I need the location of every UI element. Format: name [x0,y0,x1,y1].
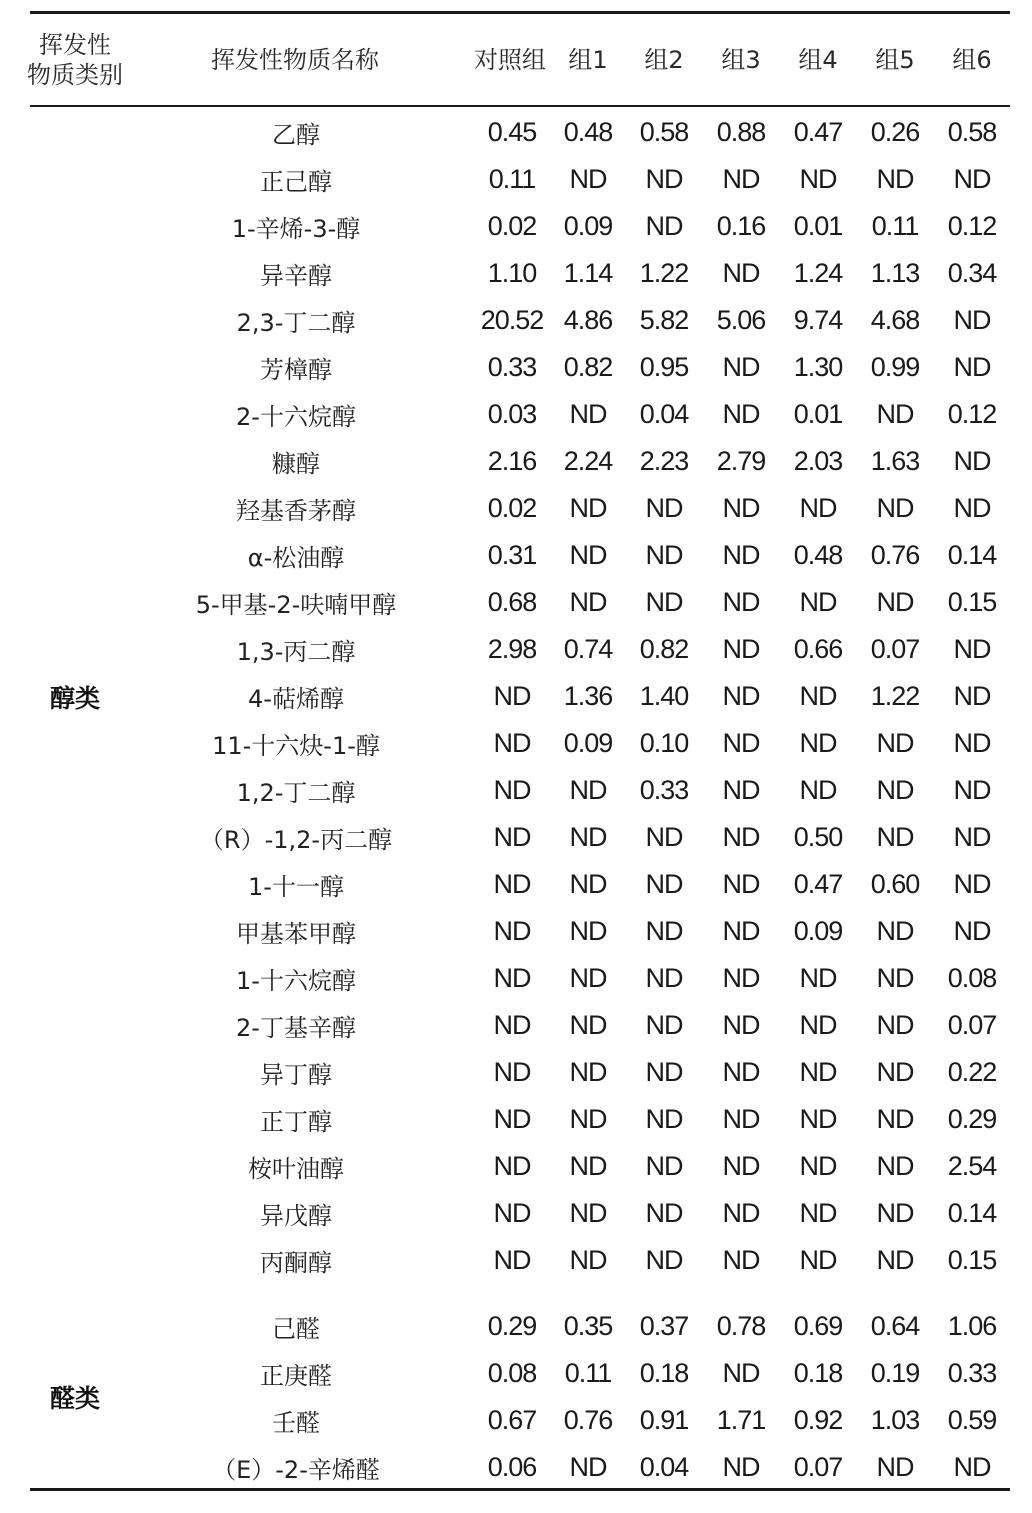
value-group-4: ND [799,1057,837,1087]
value-group-4: 1.24 [793,258,843,288]
table-row [0,250,1032,297]
value-group-1: ND [569,1245,607,1275]
value-group-2: ND [645,1151,683,1181]
value-group-4: 0.09 [793,916,843,946]
value-group-2: ND [645,1198,683,1228]
value-group-3: ND [722,352,760,382]
value-group-1: ND [569,1057,607,1087]
value-group-6: 1.06 [947,1311,997,1341]
value-control: ND [493,869,531,899]
value-group-2: 0.91 [639,1405,689,1435]
value-group-3: 1.71 [716,1405,766,1435]
value-group-4: 0.69 [793,1311,843,1341]
value-group-6: ND [953,446,991,476]
value-group-4: 0.47 [793,117,843,147]
value-group-1: ND [569,587,607,617]
value-control: 0.03 [487,399,537,429]
table-row [0,297,1032,344]
header-group-5: 组5 [875,45,915,74]
value-group-1: ND [569,1198,607,1228]
value-group-5: ND [876,1104,914,1134]
value-group-2: 0.04 [639,399,689,429]
value-group-1: 0.09 [563,728,613,758]
value-group-6: 0.22 [947,1057,997,1087]
table-row [0,579,1032,626]
compound-name: α-松油醇 [247,544,345,572]
table-row [0,955,1032,1002]
value-group-3: ND [722,164,760,194]
compound-name: 正丁醇 [260,1108,332,1136]
header-group-1: 组1 [568,45,608,74]
category-label: 醇类 [49,683,100,713]
value-control: ND [493,1104,531,1134]
compound-name: 芳樟醇 [260,356,332,384]
value-group-2: ND [645,869,683,899]
value-group-1: ND [569,540,607,570]
value-control: ND [493,1057,531,1087]
category-label: 醛类 [49,1384,100,1413]
value-group-5: 1.03 [870,1405,920,1435]
compound-name: （E）-2-辛烯醛 [212,1456,380,1484]
value-group-2: ND [645,540,683,570]
value-group-6: 0.15 [947,587,997,617]
value-control: 2.16 [487,446,537,476]
value-group-4: 0.48 [793,540,843,570]
value-control: ND [493,822,531,852]
value-group-4: 0.92 [793,1405,843,1435]
value-group-5: ND [876,1151,914,1181]
value-group-5: 1.22 [870,681,920,711]
value-group-4: ND [799,728,837,758]
value-group-3: ND [722,1452,760,1482]
value-group-1: ND [569,399,607,429]
value-group-5: ND [876,1452,914,1482]
value-group-4: 0.18 [793,1358,843,1388]
value-group-3: 0.16 [716,211,766,241]
value-control: 0.08 [487,1358,537,1388]
value-group-6: 0.29 [947,1104,997,1134]
table-row [0,814,1032,861]
value-group-6: 0.15 [947,1245,997,1275]
value-group-3: ND [722,869,760,899]
compound-name: 2,3-丁二醇 [236,309,356,337]
value-group-1: 1.36 [563,681,613,711]
value-group-1: ND [569,1104,607,1134]
value-control: 0.02 [487,493,537,523]
value-group-4: ND [799,963,837,993]
compound-name: （R）-1,2-丙二醇 [199,826,393,854]
compound-name: 2-十六烷醇 [236,403,356,431]
value-group-3: 2.79 [716,446,766,476]
table-row [0,767,1032,814]
table-row [0,1237,1032,1284]
bottom-rule [30,1488,1010,1491]
value-group-2: ND [645,916,683,946]
value-control: 20.52 [480,305,544,335]
value-group-6: 0.34 [947,258,997,288]
header-group-3: 组3 [721,45,761,74]
compound-name: 1-辛烯-3-醇 [231,215,361,243]
table-row [0,1049,1032,1096]
value-group-3: ND [722,1151,760,1181]
value-group-1: 0.76 [563,1405,613,1435]
value-group-4: 0.07 [793,1452,843,1482]
table-row [0,109,1032,156]
value-group-5: 0.99 [870,352,920,382]
value-group-2: ND [645,587,683,617]
value-group-6: ND [953,916,991,946]
table-row [0,156,1032,203]
table-row [0,908,1032,955]
compound-name: 桉叶油醇 [248,1155,344,1183]
table-row [0,1444,1032,1491]
table-row [0,1350,1032,1397]
value-group-5: ND [876,728,914,758]
value-control: ND [493,963,531,993]
value-group-1: ND [569,1151,607,1181]
compound-name: 11-十六炔-1-醇 [212,732,380,760]
value-group-3: ND [722,1057,760,1087]
value-group-1: 2.24 [563,446,613,476]
value-group-3: ND [722,1245,760,1275]
value-group-4: 0.47 [793,869,843,899]
value-group-3: ND [722,399,760,429]
value-group-4: ND [799,587,837,617]
value-group-6: ND [953,1452,991,1482]
value-group-1: ND [569,775,607,805]
value-control: 0.67 [487,1405,537,1435]
value-control: 0.45 [487,117,537,147]
value-group-3: ND [722,728,760,758]
table-row [0,1303,1032,1350]
value-group-1: ND [569,164,607,194]
compound-name: 正己醇 [260,168,332,196]
value-group-1: 0.35 [563,1311,613,1341]
value-group-5: ND [876,399,914,429]
compound-name: 丙酮醇 [260,1249,332,1277]
value-group-1: 0.74 [563,634,613,664]
value-control: ND [493,1010,531,1040]
value-group-2: 1.40 [639,681,689,711]
value-group-6: ND [953,493,991,523]
value-group-4: ND [799,493,837,523]
value-group-1: ND [569,493,607,523]
value-group-5: ND [876,587,914,617]
value-group-6: 0.07 [947,1010,997,1040]
value-group-5: ND [876,775,914,805]
value-group-3: ND [722,775,760,805]
value-control: 0.31 [487,540,537,570]
header-control: 对照组 [474,45,546,74]
value-group-3: ND [722,540,760,570]
value-group-4: 0.50 [793,822,843,852]
value-group-3: 0.78 [716,1311,766,1341]
value-group-1: 4.86 [563,305,613,335]
header-rule [30,105,1010,107]
table-row [0,203,1032,250]
value-group-5: ND [876,822,914,852]
value-group-1: ND [569,963,607,993]
value-group-2: 0.58 [639,117,689,147]
value-group-2: ND [645,493,683,523]
table-row [0,1190,1032,1237]
table-row [0,391,1032,438]
value-group-3: ND [722,587,760,617]
value-group-6: ND [953,822,991,852]
value-group-4: ND [799,1104,837,1134]
value-group-1: ND [569,1452,607,1482]
value-control: ND [493,1151,531,1181]
value-group-2: ND [645,164,683,194]
value-group-2: ND [645,822,683,852]
compound-name: 1,2-丁二醇 [236,779,356,807]
value-group-5: 0.19 [870,1358,920,1388]
value-control: 0.02 [487,211,537,241]
value-group-2: 0.33 [639,775,689,805]
value-group-6: ND [953,775,991,805]
value-control: ND [493,916,531,946]
value-group-5: ND [876,916,914,946]
value-control: 0.33 [487,352,537,382]
value-control: ND [493,728,531,758]
compound-name: 糠醇 [272,450,320,478]
value-control: ND [493,775,531,805]
table-row [0,1002,1032,1049]
value-group-1: ND [569,1010,607,1040]
value-control: 0.11 [488,164,536,194]
value-group-5: 0.07 [870,634,920,664]
compound-name: 乙醇 [272,121,320,149]
header-group-6: 组6 [952,45,992,74]
value-group-2: 2.23 [639,446,689,476]
value-group-2: 1.22 [639,258,689,288]
value-group-4: 0.01 [793,211,843,241]
value-group-6: 0.14 [947,540,997,570]
value-group-2: 5.82 [639,305,689,335]
header-group-2: 组2 [644,45,684,74]
compound-name: 壬醛 [272,1409,320,1437]
value-group-4: ND [799,1198,837,1228]
value-group-3: ND [722,1198,760,1228]
compound-name: 1,3-丙二醇 [236,638,356,666]
value-group-5: 0.60 [870,869,920,899]
value-group-5: ND [876,1198,914,1228]
value-group-4: 1.30 [793,352,843,382]
value-group-6: ND [953,681,991,711]
value-group-1: 0.11 [564,1358,612,1388]
table-row [0,438,1032,485]
value-group-6: 0.33 [947,1358,997,1388]
value-control: 0.68 [487,587,537,617]
value-group-3: ND [722,258,760,288]
value-control: ND [493,1245,531,1275]
value-group-4: ND [799,681,837,711]
value-group-6: 0.14 [947,1198,997,1228]
value-group-2: 0.82 [639,634,689,664]
value-group-3: ND [722,1358,760,1388]
value-group-3: ND [722,681,760,711]
value-group-6: 0.08 [947,963,997,993]
value-group-2: 0.04 [639,1452,689,1482]
value-group-1: 0.09 [563,211,613,241]
compound-name: 甲基苯甲醇 [236,920,356,948]
value-group-2: ND [645,1057,683,1087]
compound-name: 1-十一醇 [248,873,344,901]
value-group-6: ND [953,634,991,664]
value-group-6: ND [953,869,991,899]
value-group-5: ND [876,1010,914,1040]
value-group-4: ND [799,1245,837,1275]
table-header [0,14,1032,105]
value-group-2: ND [645,1104,683,1134]
value-group-5: ND [876,1245,914,1275]
value-group-5: 0.11 [871,211,919,241]
value-group-6: ND [953,728,991,758]
value-control: 0.06 [487,1452,537,1482]
compound-name: 羟基香茅醇 [236,497,356,525]
value-group-5: 1.63 [870,446,920,476]
value-group-3: ND [722,916,760,946]
header-group-4: 组4 [798,45,838,74]
value-group-4: 2.03 [793,446,843,476]
value-group-6: 0.59 [947,1405,997,1435]
value-group-6: 0.58 [947,117,997,147]
value-group-6: ND [953,164,991,194]
value-group-3: 5.06 [716,305,766,335]
value-group-5: 4.68 [870,305,920,335]
compound-name: 5-甲基-2-呋喃甲醇 [195,591,397,619]
compound-name: 正庚醛 [260,1362,332,1390]
value-group-5: 0.76 [870,540,920,570]
value-group-4: ND [799,1010,837,1040]
value-group-1: 1.14 [563,258,613,288]
compound-name: 2-丁基辛醇 [236,1014,356,1042]
value-control: 0.29 [487,1311,537,1341]
value-group-6: ND [953,352,991,382]
table-row [0,861,1032,908]
value-group-3: ND [722,963,760,993]
table-row [0,485,1032,532]
value-control: 2.98 [487,634,537,664]
compound-name: 1-十六烷醇 [236,967,356,995]
value-group-3: ND [722,1010,760,1040]
value-group-2: ND [645,211,683,241]
value-group-4: 0.66 [793,634,843,664]
value-group-6: 2.54 [947,1151,997,1181]
table-row [0,626,1032,673]
header-name: 挥发性物质名称 [211,45,379,74]
table-row [0,1397,1032,1444]
value-group-5: ND [876,164,914,194]
value-group-1: 0.82 [563,352,613,382]
value-group-4: 0.01 [793,399,843,429]
value-group-2: 0.18 [639,1358,689,1388]
table-row [0,720,1032,767]
value-group-5: 1.13 [870,258,920,288]
value-group-3: ND [722,822,760,852]
value-group-4: ND [799,1151,837,1181]
value-group-2: ND [645,1010,683,1040]
table-row [0,532,1032,579]
table-row [0,1143,1032,1190]
value-control: ND [493,681,531,711]
table-row [0,1096,1032,1143]
value-group-4: 9.74 [793,305,843,335]
value-group-2: 0.10 [639,728,689,758]
value-group-1: 0.48 [563,117,613,147]
value-group-5: 0.26 [870,117,920,147]
value-group-6: 0.12 [947,399,997,429]
compound-name: 己醛 [272,1315,320,1343]
compound-name: 异辛醇 [260,262,332,290]
value-group-2: ND [645,963,683,993]
value-group-3: ND [722,493,760,523]
value-group-1: ND [569,916,607,946]
value-control: 1.10 [487,258,537,288]
value-group-3: 0.88 [716,117,766,147]
compound-name: 异丁醇 [260,1061,332,1089]
value-group-4: ND [799,775,837,805]
value-group-4: ND [799,164,837,194]
table-row [0,673,1032,720]
value-group-5: ND [876,963,914,993]
value-control: ND [493,1198,531,1228]
table-row [0,344,1032,391]
value-group-3: ND [722,634,760,664]
compound-name: 4-萜烯醇 [248,685,344,713]
value-group-5: ND [876,493,914,523]
value-group-5: 0.64 [870,1311,920,1341]
value-group-6: ND [953,305,991,335]
value-group-2: 0.37 [639,1311,689,1341]
value-group-1: ND [569,822,607,852]
header-category: 挥发性 物质类别 [27,30,123,89]
value-group-1: ND [569,869,607,899]
value-group-2: 0.95 [639,352,689,382]
value-group-6: 0.12 [947,211,997,241]
value-group-3: ND [722,1104,760,1134]
value-group-5: ND [876,1057,914,1087]
value-group-2: ND [645,1245,683,1275]
compound-name: 异戊醇 [260,1202,332,1230]
